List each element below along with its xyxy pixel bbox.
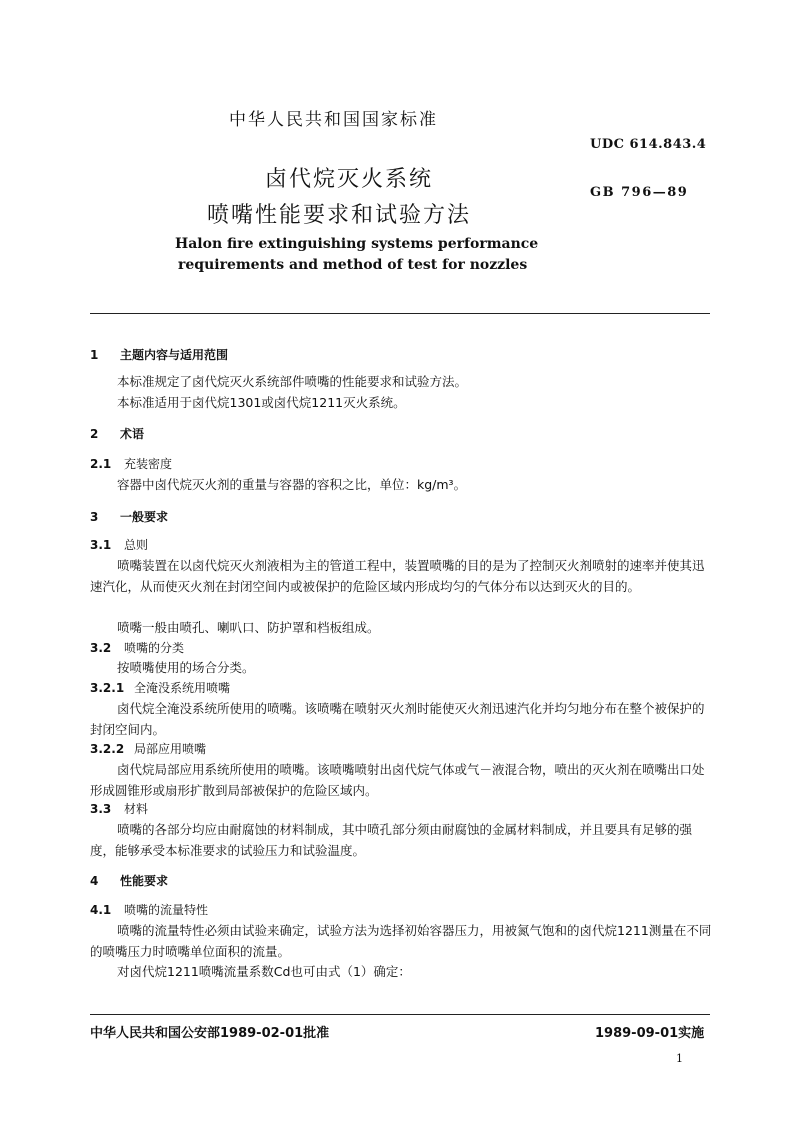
section-title: 喷嘴的分类	[124, 641, 185, 655]
standard-number: GB 796—89	[590, 185, 689, 200]
section-title: 喷嘴的流量特性	[124, 903, 209, 917]
section-title: 主题内容与适用范围	[120, 348, 229, 362]
effective-date: 1989-09-01实施	[595, 1026, 705, 1041]
section-title: 全淹没系统用喷嘴	[134, 681, 231, 695]
paragraph: 按喷嘴使用的场合分类。	[117, 660, 255, 675]
section-number: 3.2	[90, 641, 112, 655]
subsection-3-2-heading	[90, 639, 184, 656]
title-en-line2: requirements and method of test for nozzles	[178, 257, 528, 273]
paragraph: 卤代烷局部应用系统所使用的喷嘴。该喷嘴喷射出卤代烷气体或气－液混合物，喷出的灭火剂在喷嘴出口处形成圆锥形或扇形扩散到局部被保护的危险区域内。	[90, 762, 705, 798]
paragraph: 对卤代烷1211喷嘴流量系数Cd也可由式（1）确定：	[117, 964, 411, 979]
section-3-heading	[90, 508, 168, 525]
subsection-4-1-heading	[90, 901, 208, 918]
section-number: 3	[90, 510, 99, 524]
section-title: 材料	[124, 802, 149, 816]
section-title: 性能要求	[120, 874, 169, 888]
header-divider	[90, 313, 710, 314]
footer-divider	[90, 1014, 710, 1015]
section-title: 局部应用喷嘴	[134, 742, 207, 756]
title-cn-line1: 卤代烷灭火系统	[265, 167, 434, 192]
section-1-heading	[90, 346, 228, 363]
section-title: 一般要求	[120, 510, 169, 524]
subsection-2-1-heading	[90, 455, 172, 472]
paragraph: 喷嘴的流量特性必须由试验来确定，试验方法为选择初始容器压力，用被氮气饱和的卤代烷1211测量在不同的喷嘴压力时喷嘴单位面积的流量。	[90, 923, 712, 959]
section-number: 4	[90, 874, 99, 888]
section-number: 3.3	[90, 802, 112, 816]
udc-code: UDC 614.843.4	[590, 137, 707, 152]
subsection-3-1-heading	[90, 536, 148, 553]
section-number: 3.2.1	[90, 681, 125, 695]
standard-type: 中华人民共和国国家标准	[229, 110, 438, 130]
section-title: 充装密度	[124, 457, 173, 471]
section-number: 3.1	[90, 538, 112, 552]
subsection-3-2-1-heading	[90, 679, 230, 696]
page-number: 1	[676, 1052, 683, 1065]
section-title: 术语	[120, 427, 145, 441]
section-number: 1	[90, 348, 99, 362]
paragraph: 本标准适用于卤代烷1301或卤代烷1211灭火系统。	[117, 395, 406, 410]
section-4-heading	[90, 872, 168, 889]
section-number: 3.2.2	[90, 742, 125, 756]
subsection-3-3-heading	[90, 800, 148, 817]
section-number: 2	[90, 427, 99, 441]
approval-text: 中华人民共和国公安部1989-02-01批准	[90, 1026, 330, 1041]
section-title: 总则	[124, 538, 149, 552]
title-en-line1: Halon fire extinguishing systems performance	[175, 236, 539, 252]
paragraph: 喷嘴一般由喷孔、喇叭口、防护罩和档板组成。	[117, 620, 380, 635]
paragraph: 卤代烷全淹没系统所使用的喷嘴。该喷嘴在喷射灭火剂时能使灭火剂迅速汽化并均匀地分布在整个被保护的封闭空间内。	[90, 701, 705, 737]
paragraph: 喷嘴的各部分均应由耐腐蚀的材料制成，其中喷孔部分须由耐腐蚀的金属材料制成，并且要具有足够的强度，能够承受本标准要求的试验压力和试验温度。	[90, 822, 693, 858]
paragraph: 喷嘴装置在以卤代烷灭火剂液相为主的管道工程中，装置喷嘴的目的是为了控制灭火剂喷射的速率并使其迅速汽化，从而使灭火剂在封闭空间内或被保护的危险区域内形成均匀的气体分布以达到灭火的目的。	[90, 558, 705, 594]
section-number: 2.1	[90, 457, 112, 471]
section-number: 4.1	[90, 903, 112, 917]
paragraph: 本标准规定了卤代烷灭火系统部件喷嘴的性能要求和试验方法。	[117, 374, 468, 389]
section-2-heading	[90, 425, 144, 442]
subsection-3-2-2-heading	[90, 740, 206, 757]
title-cn-line2: 喷嘴性能要求和试验方法	[207, 203, 472, 228]
paragraph: 容器中卤代烷灭火剂的重量与容器的容积之比，单位：kg/m³。	[117, 477, 467, 492]
